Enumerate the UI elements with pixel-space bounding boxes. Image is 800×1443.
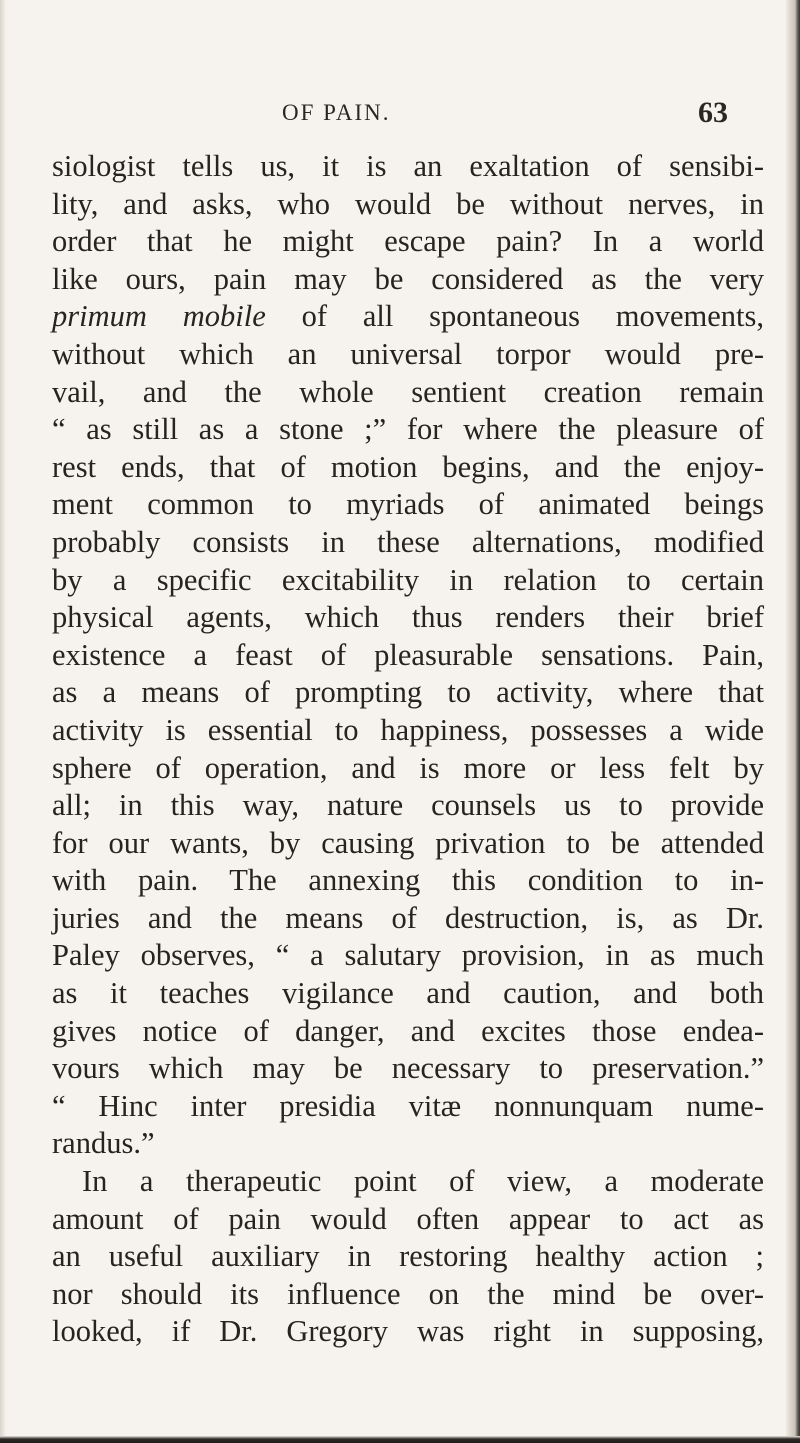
text-line: juries and the means of destruction, is, as Dr. (52, 900, 764, 935)
text-line: vours which may be necessary to preservation.” (52, 1051, 764, 1086)
text-line: siologist tells us, it is an exaltation of sensibi- (52, 149, 764, 183)
text-line: rest ends, that of motion begins, and the enjoy- (52, 449, 764, 484)
text-line: randus.” (52, 1126, 155, 1161)
text-line: for our wants, by causing privation to be attended (52, 825, 764, 860)
text-line: like ours, pain may be considered as the very (52, 261, 764, 296)
running-title: OF PAIN. (282, 100, 391, 125)
text-line: “ Hinc inter presidia vitæ nonnunquam nume- (52, 1088, 764, 1123)
text-line: “ as still as a stone ;” for where the pleasure of (52, 412, 764, 447)
text-line: all; in this way, nature counsels us to provide (52, 788, 764, 823)
text-line: without which an universal torpor would pre- (52, 336, 764, 371)
text-fragment: of all spontaneous movements, (301, 299, 765, 334)
italic-phrase: primum mobile (52, 299, 266, 334)
text-line: with pain. The annexing this condition to in- (52, 863, 764, 898)
text-line: order that he might escape pain? In a world (52, 224, 764, 259)
text-line-italic (52, 298, 764, 336)
text-line: by a specific excitability in relation to certain (52, 562, 764, 597)
text-line: an useful auxiliary in restoring healthy action ; (52, 1239, 764, 1274)
page-left-edge (0, 0, 6, 1443)
text-line: as a means of prompting to activity, where that (52, 675, 764, 710)
text-line: vail, and the whole sentient creation remain (52, 374, 764, 409)
text-line: Paley observes, “ a salutary provision, in as much (52, 938, 764, 973)
text-line: physical agents, which thus renders their brief (52, 600, 764, 635)
text-line: amount of pain would often appear to act as (52, 1201, 764, 1236)
running-header (50, 92, 768, 132)
page-number: 63 (698, 96, 728, 129)
text-line: activity is essential to happiness, possesses a wide (52, 712, 764, 747)
text-line: existence a feast of pleasurable sensations. Pain, (52, 637, 764, 672)
text-line: as it teaches vigilance and caution, and both (52, 976, 764, 1011)
text-line: gives notice of danger, and excites those endea- (52, 1013, 764, 1048)
text-line: sphere of operation, and is more or less felt by (52, 750, 764, 785)
page-bottom-edge (0, 1436, 800, 1443)
paragraph-start-line: In a therapeutic point of view, a moderate (82, 1164, 764, 1199)
body-text (52, 148, 764, 1351)
page-right-edge (786, 0, 800, 1443)
text-line: nor should its influence on the mind be over- (52, 1276, 764, 1311)
text-line: probably consists in these alternations, modified (52, 524, 764, 559)
text-line: looked, if Dr. Gregory was right in supposing, (52, 1314, 764, 1349)
text-line: ment common to myriads of animated beings (52, 487, 764, 522)
text-line: lity, and asks, who would be without nerves, in (52, 186, 764, 221)
